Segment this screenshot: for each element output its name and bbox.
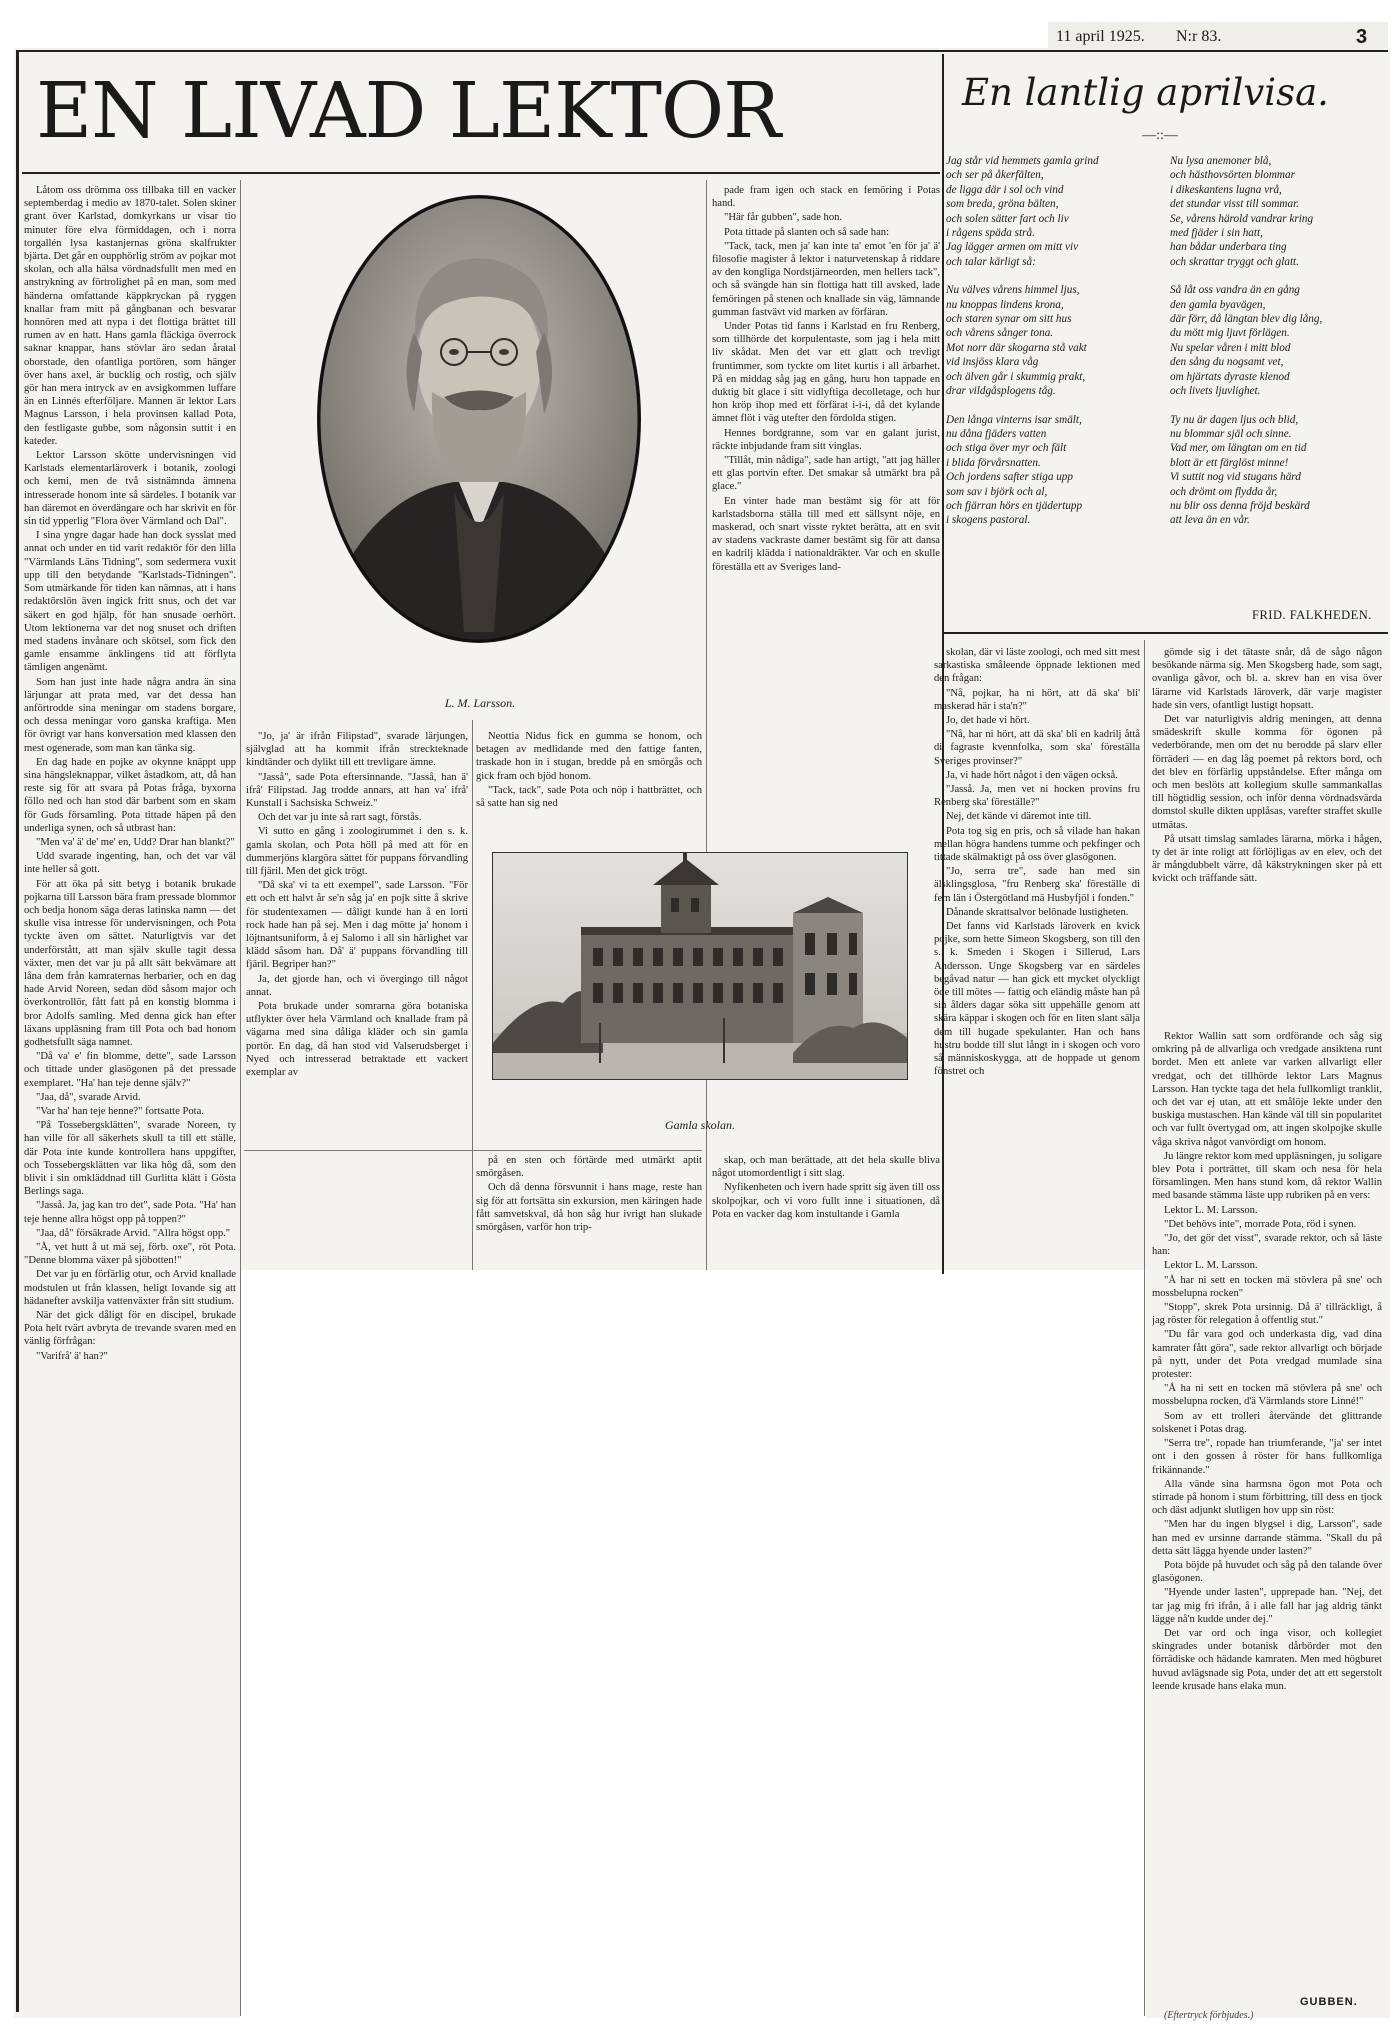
paragraph: Som han just inte hade några andra än sina lärjungar att prata med, var det dessa han anförtrodde sina meningar om stadens borgare, och dessa meningar voro ganska kraftiga. Men för övrigt var hans konversation med klassen den mest ogenerade, som man kan tänka sig. [24,676,236,754]
poem-line: Mot norr där skogarna stå vakt [946,341,1087,354]
paragraph: "Men va' ä' de' me' en, Udd? Drar han blankt?" [36,836,235,848]
paragraph: på en sten och förtärde med utmärkt aptit smörgåsen. [476,1155,702,1180]
paragraph: En dag hade en pojke av okynne knäppt upp sina hängsleknappar, vilket åstadkom, att, då han reste sig för att svara på Potas fråga, byxorna föllo ned och han stod där barbent som en skam för Guds församling. Pota tittade häpen på den underliga synen, och så utbrast han: [24,756,236,834]
paragraph: "Här får gubben", sade hon. [724,212,843,224]
school-building-image [492,852,908,1080]
poem-line: med fjäder i sin hatt, [1170,227,1263,240]
poem-line: Den långa vinterns isar smält, [946,413,1082,426]
poem-left-column [946,154,1168,542]
poem-line: drar vildgåsplogens tåg. [946,385,1056,398]
poem-stanza [946,413,1168,528]
poem-line: och älven går i skummig prakt, [946,370,1086,383]
paragraph: "Tack, tack", sade Pota och nöp i hattbrättet, och så satte han sig ned [476,784,702,810]
paragraph: skap, och man berättade, att det hela skulle bliva något utomordentligt i sitt slag. [712,1155,940,1180]
paragraph: Alla vände sina harmsna ögon mot Pota och stirrade på honom i stum förbittring, till dess en tjock och däst adjunkt slutligen hov upp sin röst: [1152,1478,1382,1517]
paragraph: pade fram igen och stack en femöring i Potas hand. [712,185,940,210]
paragraph: Ja, vi hade hört något i den vägen också. [946,769,1118,781]
paragraph: Pota tog sig en pris, och så vilade han hakan mellan högra handens tumme och pekfinger och tittade skälmaktigt på oss över glasögonen. [934,825,1140,864]
paragraph: "Då ska' vi ta ett exempel", sade Larsson. "För ett och ett halvt år se'n såg ja' en pojk sitte å skrive för studentexamen — dåligt kunde han å en lorti rock hade han på sej. Men i dag mötte ja' honom i löjtnantsuniform, å ej Salomo i all sin härlighet var klädd såsom han. Då' ä' puppans förvandling till fjäril. Begriper han?" [246,880,468,971]
poem-stanza [1170,283,1388,398]
poem-line: Jag står vid hemmets gamla grind [946,155,1099,167]
paragraph: Ja, det gjorde han, och vi övergingo till något annat. [246,973,468,998]
paragraph: Det var naturligtvis aldrig meningen, att denna smädeskrift skulle komma för ögonen på vederbörande, men om det nu berodde på slarv eller förräderi — en dag låg poemet på rektors bord, och det blev en förfärlig uppståndelse. Efter många om och men beslöts att kollegium skulle sammankallas till högtidlig session, och inför denna vördnadsvärda domstol skulle dikten upplåsas, varefter straffet skulle utmätas. [1152,714,1382,831]
paragraph: Och det var ju inte så rart sagt, förstås. [258,812,422,824]
article-column-5 [934,646,1140,1250]
paragraph: Låtom oss drömma oss tillbaka till en vacker septemberdag i medio av 1870-talet. Solen skiner grant över Karlstad, domkyrkans ur visar tio minuter före elva förmiddagen, och i norra torgallén lysa kastanjernas gröna skalfrukter bjärta. Det går en oupphörlig ström av pojkar mot skolan, och alla hälsa vördnadsfullt men med en anstrykning av förtrolighet på en man, som med händerna omfattande käppkryckan på ryggen knallar fram mitt på gångbanan och besvarar honnören med att nypa i det flottiga brättet till rumen av en hatt. Hans gamla fläckiga överrock saknar knappar, hans stövlar äro sedan åratal oborstade, den ofantliga portören, som hänger över hans axel, är bucklig och rostig, och själv gör han mera intryck av en avsigkommen luffare än en Linnés efterföljare. Mannen är lektor Lars Magnus Larsson, i hela provinsen kallad Pota, den festligaste gubbe, som någonsin suttit i en kateder. [24,185,236,447]
poem-line: och talar kärligt så: [946,255,1036,268]
poem-line: Nu spelar våren i mitt blod [1170,341,1291,354]
article-headline: EN LIVAD LEKTOR [36,67,781,156]
poem-line: Nu välves vårens himmel ljus, [946,284,1080,297]
gutter-rule-6 [1144,640,1145,2016]
poem-line: i dikeskantens lugna vrå, [1170,183,1282,196]
paragraph: Pota böjde på huvudet och såg på den talande över glasögonen. [1152,1559,1382,1585]
paragraph: Det fanns vid Karlstads läroverk en kvick pojke, som hette Simeon Skogsberg, son till den s. k. Smeden i Skogen i Sillerud, Lars Andersson. Unge Skogsberg var en särdeles begåvad natur — han gick ett mycket olyckligt öde till mötes — fattig och eländig måste han på sin ålders dagar söka sitt uppehälle genom att skära käppar i skogen och för en liten slant sälja dem till hugade spekulanter. Han och hans hustru bodde till slut långt in i skogen och voro så människoskygga, att de hoppade ut genom fönstret och [934,921,1140,1078]
poem-line: om hjärtats dyraste klenod [1170,370,1290,383]
poem-line: han bådar underbara ting [1170,241,1287,254]
gutter-rule-2 [240,180,241,2016]
poem-line: Vad mer, om längtan om en tid [1170,442,1307,455]
poem-line: och skrattar tryggt och glatt. [1170,255,1299,268]
poem-line: nu blommar själ och sinne. [1170,427,1292,440]
paragraph: "Då va' e' fin blomme, dette", sade Larsson och tittade under glasögonen på det pressade exemplaret. "Ha' han teje denne själv?" [24,1051,236,1089]
paragraph: "Jo, det gör det visst", svarade rektor, och så läste han: [1152,1233,1382,1258]
left-edge-rule [16,52,19,2012]
poem-line: i blida förvårsnatten. [946,456,1041,469]
article-column-7 [1152,1030,1382,1990]
paragraph: "På Tossebergsklätten", svarade Noreen, ty han ville för all säkerhets skull ta till ett ställe, där Pota inte kunde kontrollera hans uppgifter, och Tossebergsklätten var lika hög då, som den blivit i sin omkläddnad till Gurlitta klätt i Gösta Berlings saga. [24,1120,236,1198]
paragraph: "Serra tre", ropade han triumferande, "ja' ser intet ont i den gossen å röster för hans fullkomliga frikännande." [1152,1438,1382,1476]
poem-line: Ty nu är dagen ljus och blid, [1170,413,1299,426]
poem-line: det stundar visst till sommar. [1170,198,1299,211]
poem-line: blott är ett färglöst minne! [1170,456,1289,469]
article-column-3-bottom [476,1154,702,1250]
poem-line: Så låt oss vandra än en gång [1170,284,1300,297]
paragraph: "Jasså. Ja, men vet ni hocken provins fru Renberg ska' föreställe?" [934,784,1140,809]
poem-stanza [946,283,1168,398]
paragraph: Pota brukade under somrarna göra botaniska utflykter över hela Värmland och knallade fram på vägarna med sina dåliga kläder och sin gamla portör. En dag, då han stod vid Valserudsberget i Nyed och intresserad betraktade ett vackert exemplar av [246,1001,468,1079]
issue-date: 11 april 1925. [1056,28,1145,45]
paragraph: I sina yngre dagar hade han dock sysslat med annat och under en tid varit redaktör för den lilla "Värmlands Läns Tidning", som sedermera vuxit upp till den betydande "Karlstads-Tidningen". Som utmärkande för tiden kan nämnas, att i hans redaktörslön även ingick fritt snus, och det var säkert en god hjälp, för han snusade oerhört. Utom lektionerna var det nog snuset och driften med stadens invånare och skötsel, som fick den gamle ensamme änklingens tid att förflyta tämligen angenämt. [24,530,236,674]
paragraph: Jo, det hade vi hört. [946,715,1030,727]
poem-line: och livets ljuvlighet. [1170,385,1261,398]
page-number: 3 [1356,26,1368,48]
poem-line: Jag lägger armen om mitt viv [946,241,1079,254]
portrait-image [314,192,644,646]
paragraph: En vinter hade man bestämt sig för att för karlstadsborna ställa till med ett sällsynt nöje, en maskerad, och snart visste ryktet berätta, att en svit av stadens vackraste damer bestämt sig för att dansa en kadrilj klädda i nationaldräkter. Var och en skulle föreställa ett av Sveriges land- [712,495,940,573]
paragraph: För att öka på sitt betyg i botanik brukade pojkarna till Larsson bära fram pressade blommor och bedja honom säga deras latinska namn — det skulle visa intresse för undervisningen, och Pota tyckte även om sättet. Naturligtvis var det underförstått, att man själv skulle tagit dessa växter, men det var ju på allt sätt bekvämare att låna dem från kamraternas herbarier, och en dag hade Arvid Noreen, sedan död såsom major och överkontrollör, fått fatt på en konstig blomma i bror Adolfs samling. Med denna gick han efter läxans uppläsning fram till Pota och bad honom godhetsfullt säga namnet. [24,878,236,1048]
article-signature: GUBBEN. [1300,1996,1358,2008]
paragraph: "Tack, tack, men ja' kan inte ta' emot 'en för ja' ä' filosofie magister å lektor i naturvetenskap å riddare av den kongliga Nordstjärneorden, men hellers tack", och så svängde han sin flottiga hatt till avsked, lade femöringen på stenen och knallade sin väg, lämnande gumman fastvävt vid marken av förfäran. [712,240,940,318]
paragraph: Lektor L. M. Larsson. [1164,1204,1258,1216]
paragraph: Nej, det kände vi däremot inte till. [946,811,1092,823]
article-column-4 [712,184,940,840]
paragraph: Och då denna försvunnit i hans mage, reste han sig för att fortsätta sin exkursion, men käringen hade fått samvetskval, då hon såg hur ivrigt han slukade smörgåsen, varför hon trip- [476,1182,702,1234]
poem-author: FRID. FALKHEDEN. [1252,608,1372,622]
paragraph: Pota tittade på slanten och så sade han: [724,226,890,238]
paragraph: Som av ett trolleri återvände det glittrande solskenet i Potas drag. [1152,1410,1382,1435]
paragraph: När det gick dåligt för en discipel, brukade Pota helt tvärt avbryta de trevande svaren med en vänlig förfrågan: [24,1310,236,1348]
paragraph: "Du får vara god och underkasta dig, vad dina kamrater fått göra", sade rektor allvarligt och började på nytt, under det Pota vredgad mumlade sina protester: [1152,1329,1382,1381]
poem-right-column [1170,154,1388,542]
paragraph: "Å, vet hutt å ut mä sej, förb. oxe", röt Pota. "Denne blomma växer på sjöbotten!" [24,1242,236,1267]
article-column-3 [476,730,702,842]
paragraph: "Jasså. Ja, jag kan tro det", sade Pota. "Ha' han teje henne allra högst opp på toppen?" [24,1200,236,1225]
paragraph: "Var ha' han teje henne?" fortsatte Pota. [36,1106,204,1118]
poem-line: och vårens sånger tona. [946,327,1054,340]
poem-line: och solen sätter fart och liv [946,212,1069,225]
paragraph: "Jo, serra tre", sade han med sin älsklingsglosa, "fru Renberg ska' föreställe di fem län i Östergötland mä Husbyfjöl i fonden." [934,866,1140,904]
poem-line: Vi suttit nog vid stugans härd [1170,471,1301,484]
poem-line: i skogens pastoral. [946,514,1031,527]
paragraph: Det var ju en förfärlig otur, och Arvid knallade modstulen ut från klassen, heligt lovande sig att hädanefter avskilja vattenväxter från sitt studium. [24,1269,236,1307]
paragraph: Rektor Wallin satt som ordförande och såg sig omkring på de allvarliga och vredgade ansiktena runt bordet. Men ett anlete var varken allvarligt eller vredgat, och det tillhörde lektor Lars Magnus Larsson. Han tyckte taga det hela fullkomligt tranklit, och det var ej utan, att ett smålöje lekte under den buskiga mustaschen. Han kände väl till sin popularitet och var fullt övertygad om, att ingen skolpojke skulle våga skriva något vanvördigt om honom. [1152,1031,1382,1148]
paragraph: Det var ord och inga visor, och kollegiet skingrades under botanisk dårbörder mot den förrädiske och hädande kamraten. Men med högburet huvud avlägsnade sig Pota, under det att ett segerstolt leende krusade hans elaka mun. [1152,1627,1382,1692]
paragraph: "Tillåt, min nådiga", sade han artigt, "att jag häller ett glas portvin efter. Det smakar så utmärkt bra på glace." [712,455,940,493]
issue-number: N:r 83. [1176,28,1222,45]
paragraph: gömde sig i det tätaste snår, då de sågo någon besökande närma sig. Men Skogsberg hade, som sagt, ovanliga gåvor, och bl. a. skrev han en visa över lärarne vid Karlstads läroverk, där varje magister hade sin vers, ofantligt lustigt hopsatt. [1152,647,1382,711]
poem-line: den sång du nogsamt vet, [1170,356,1284,369]
poem-line: och stiga över myr och fält [946,442,1067,455]
paragraph: "Hyende under lasten", upprepade han. "Nej, det tar jag mig fri ifrån, å i alle fall har jag aldrig tänkt lägge nå'n kudde under dej." [1152,1587,1382,1625]
poem-line: Se, vårens härold vandrar kring [1170,212,1314,225]
paragraph: "Jaa, då", svarade Arvid. [36,1091,141,1103]
reprint-notice: (Eftertryck förbjudes.) [1164,2010,1254,2021]
paragraph: "Jo, ja' är ifrån Filipstad", svarade lärjungen, självglad att ha kommit ifrån streckteknade kindtänder och dylikt till ett trevligare ämne. [246,731,468,769]
poem-ornament: —::— [1142,128,1178,143]
paragraph: På utsatt timslag samlades lärarna, mörka i hågen, ty det är inte roligt att förlöjligas av en elev, och det är mångdubbelt värre, då käkstrykningen sker på ett kvickt och träffande sätt. [1152,833,1382,885]
poem-line: nu dåna fjäders vatten [946,427,1047,440]
gutter-rule-4 [706,180,707,1270]
poem-line: och staren synar om sitt hus [946,313,1072,326]
poem-line: nu blir oss denna fröjd beskärd [1170,499,1310,512]
poem-line: du mött mig ljuvt förlägen. [1170,327,1290,340]
poem-line: Och jordens safter stiga upp [946,471,1073,484]
poem-line: vid insjöss klara våg [946,356,1039,369]
poem-line: den gamla byavägen, [1170,298,1266,311]
article-column-2 [246,730,468,1250]
paragraph: "Å ha ni sett en tocken mä stövlera på sne' och mossbelupna rocken, d'ä Värmlands store Linné!" [1152,1383,1382,1408]
portrait-caption: L. M. Larsson. [444,696,516,710]
article-column-6 [1152,646,1382,1026]
article-column-4-bottom [712,1154,940,1250]
poem-line: de ligga där i sol och vind [946,183,1064,196]
paragraph: Neottia Nidus fick en gumma se honom, och betagen av medlidande med den fattige fanten, traskade hon in i stugan, bredde på en smörgås och gick fram och bjöd honom. [476,731,702,782]
paragraph: "Men har du ingen blygsel i dig, Larsson", sade han med ev ursinne darrande stämma. "Skall du på detta sätt lägga hyende under lasten?" [1152,1519,1382,1557]
poem-bottom-rule [944,632,1388,634]
poem-stanza [1170,154,1388,269]
paragraph: Vi sutto en gång i zoologirummet i den s. k. gamla skolan, och Pota höll på med att för en dummerjöns klargöra sättet för puppans förvandling till fjäril. Men det gick trögt. [246,826,468,878]
poem-title: En lantlig aprilvisa. [962,71,1329,114]
gutter-rule-3 [472,720,473,1270]
paragraph: "Varifrå' ä' han?" [36,1350,108,1362]
paragraph: Nyfikenheten och ivern hade spritt sig även till oss skolpojkar, och vi voro fullt inne i situationen, då Pota en vacker dag kom instultande i Gamla [712,1182,940,1220]
poem-line: och hästhovsörten blommar [1170,169,1295,182]
paragraph: Ju längre rektor kom med uppläsningen, ju soligare blev Pota i porträttet, till skam och nesa för hela församlingen. Men hans stund kom, då rektor Wallin med basande stämma läste upp rubriken på en vers: [1152,1150,1382,1202]
poem-line: där förr, då längtan blev dig lång, [1170,313,1323,326]
paragraph: "Jaa, då" försäkrade Arvid. "Allra högst opp." [36,1227,231,1239]
paragraph: Udd svarade ingenting, han, och det var väl inte heller så gott. [24,851,236,876]
poem-line: att leva än en vår. [1170,514,1250,527]
poem-line: i rågens späda strå. [946,227,1035,240]
paragraph: "Nå, har ni hört, att dä ska' bli en kadrilj åttå di fagraste kvennfolka, som ska' föreställa Sveriges provinser?" [934,729,1140,767]
building-caption: Gamla skolan. [665,1118,735,1132]
paragraph: skolan, där vi läste zoologi, och med sitt mest sarkastiska småleende öppnade lektionen med den frågan: [934,647,1140,685]
paragraph: "Jasså", sade Pota eftersinnande. "Jasså, han ä' ifrå' Filipstad. Jag trodde annars, att han va' ifrå' Kunstall i Sachsiska Schweiz." [246,771,468,810]
paragraph: Under Potas tid fanns i Karlstad en fru Renberg, som tillhörde det korpulentaste, som jag i hela mitt liv skådat. Men det var ett glatt och trevligt fruntimmer, som tyckte om litet kurtis i all ärbarhet. På en middag såg jag en gång, huru hon tappade en duktig bit glace i sitt vidlyftiga decolletage, och hur hon kröp ihop med ett förfärat i-i-i, då det kylande ämnet flöt i väg utefter den fördolda stigen. [712,321,940,425]
headline-underline [22,172,940,174]
poem-line: och ser på åkerfälten, [946,169,1044,182]
paragraph: Hennes bordgranne, som var en galant jurist, räckte inbjudande fram sitt vinglas. [712,427,940,452]
paragraph: "Nå, pojkar, ha ni hört, att dä ska' bli' maskerad här i sta'n?" [934,687,1140,712]
poem-stanza [1170,413,1388,528]
paragraph: "Det behövs inte", morrade Pota, röd i synen. [1164,1218,1357,1230]
poem-line: som breda, gröna bälten, [946,198,1059,211]
poem-line: och drömt om flydda år, [1170,485,1278,498]
paragraph: Lektor Larsson skötte undervisningen vid Karlstads elementarläroverk i botanik, zoologi och kemi, men de två sistnämnda ämnena intresserade honom inte så särdeles. I botanik var han däremot en överdängare och har skrivit en för sin tid ypperlig "Flora över Värmland och Dal". [24,450,236,528]
paragraph: "Å har ni sett en tocken mä stövlera på sne' och mossbelupna rocken" [1152,1274,1382,1299]
top-rule [16,50,1388,52]
poem-line: nu knoppas lindens krona, [946,298,1064,311]
article-column-1 [24,184,236,2004]
poem-stanza [946,154,1168,269]
paragraph: "Stopp", skrek Pota ursinnig. Då ä' tillräckligt, å jag röster för relegation å offentlig stut." [1152,1302,1382,1327]
poem-line: Nu lysa anemoner blå, [1170,155,1272,167]
paragraph: Lektor L. M. Larsson. [1164,1260,1258,1272]
poem-line: som sav i björk och al, [946,485,1048,498]
poem-line: och fjärran hörs en tjädertupp [946,499,1083,512]
paragraph: Dånande skrattsalvor belönade lustigheten. [946,906,1129,918]
